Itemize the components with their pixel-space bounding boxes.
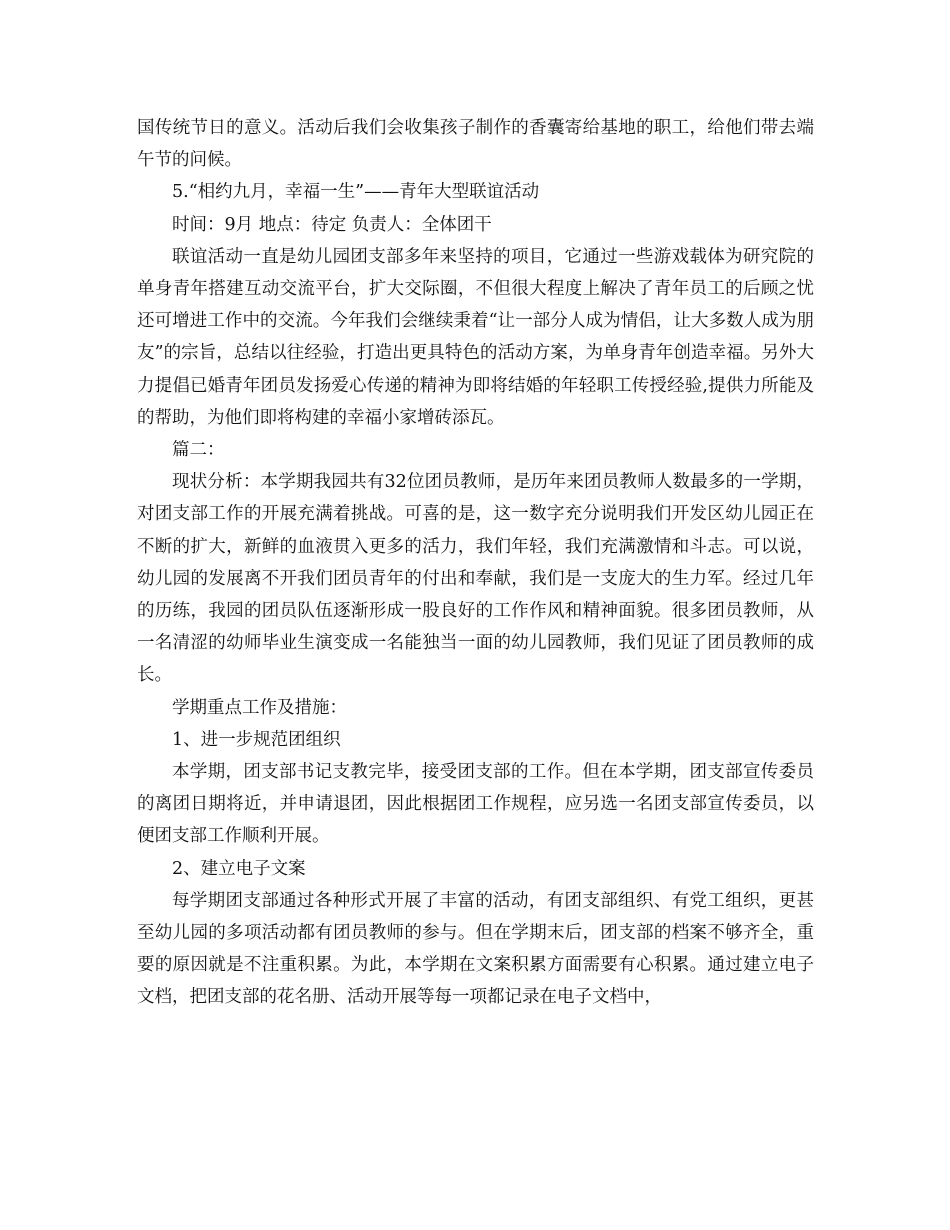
paragraph-item-1-body: 本学期，团支部书记支教完毕，接受团支部的工作。但在本学期，团支部宣传委员的离团日期将近，并申请退团，因此根据团工作规程，应另选一名团支部宣传委员，以便团支部工作顺利开展。 [137,762,814,847]
paragraph-status-analysis: 现状分析：本学期我园共有32位团员教师，是历年来团员教师人数最多的一学期，对团支部工作的开展充满着挑战。可喜的是，这一数字充分说明我们开发区幼儿园正在不断的扩大，新鲜的血液贯入更多的活力，我们年轻，我们充满激情和斗志。可以说，幼儿园的发展离不开我们团员青年的付出和奉献，我们是一支庞大的生力军。经过几年的历练，我园的团员队伍逐渐形成一股良好的工作作风和精神面貌。很多团员教师，从一名清涩的幼师毕业生演变成一名能独当一面的幼儿园教师，我们见证了团员教师的成长。 [137,472,814,686]
paragraph-key-work-heading: 学期重点工作及措施： [172,697,347,718]
paragraph-section-heading: 篇二： [172,440,225,461]
paragraph-item-2-body: 每学期团支部通过各种形式开展了丰富的活动，有团支部组织、有党工组织，更甚至幼儿园的多项活动都有团员教师的参与。但在学期末后，团支部的档案不够齐全，重要的原因就是不注重积累。为此，本学期在文案积累方面需要有心积累。通过建立电子文档，把团支部的花名册、活动开展等每一项都记录在电子文档中， [137,890,814,1008]
paragraph-activity-title: 5.“相约九月，幸福一生”——青年大型联谊活动 [172,182,540,203]
paragraph-activity-info: 时间：9月 地点：待定 负责人：全体团干 [172,214,492,235]
paragraph-item-2-heading: 2、建立电子文案 [172,858,306,879]
document-body [137,112,814,1014]
paragraph-item-1-heading: 1、进一步规范团组织 [172,729,341,750]
paragraph-continuation: 国传统节日的意义。活动后我们会收集孩子制作的香囊寄给基地的职工，给他们带去端午节的问候。 [137,118,814,171]
paragraph-activity-description: 联谊活动一直是幼儿园团支部多年来坚持的项目，它通过一些游戏载体为研究院的单身青年搭建互动交流平台，扩大交际圈，不但很大程度上解决了青年员工的后顾之忧还可增进工作中的交流。今年我们会继续秉着“让一部分人成为情侣，让大多数人成为朋友”的宗旨，总结以往经验，打造出更具特色的活动方案，为单身青年创造幸福。另外大力提倡已婚青年团员发扬爱心传递的精神为即将结婚的年轻职工传授经验,提供力所能及的帮助，为他们即将构建的幸福小家增砖添瓦。 [137,246,814,428]
